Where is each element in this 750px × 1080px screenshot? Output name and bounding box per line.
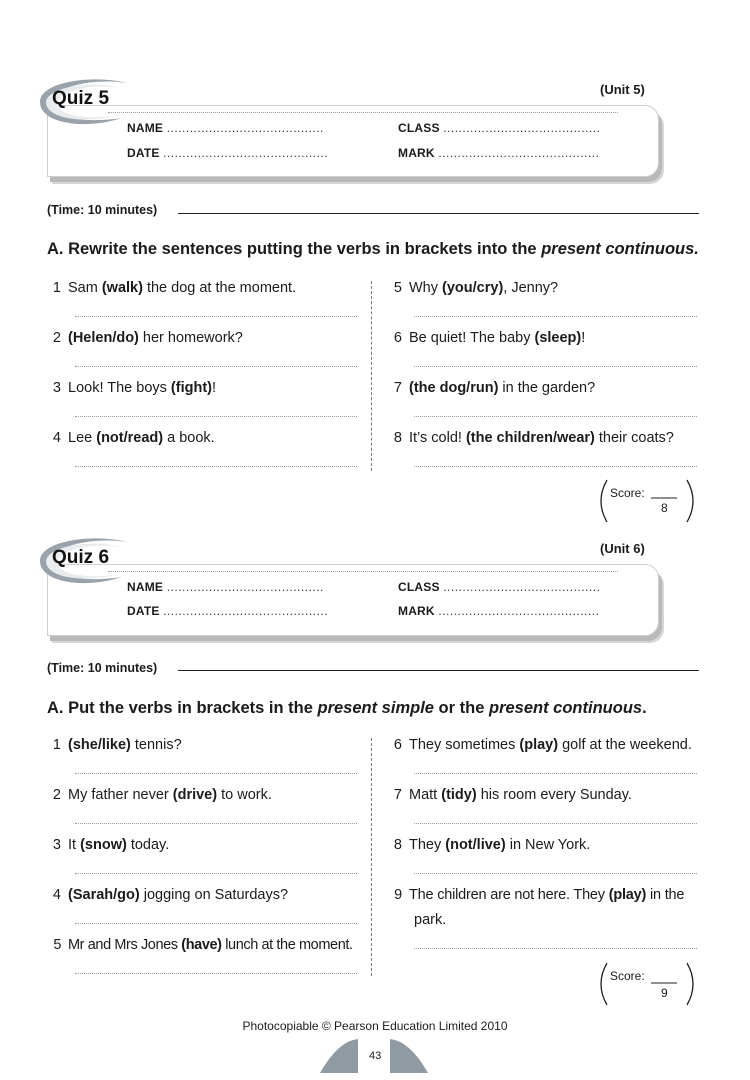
class-label: CLASS xyxy=(398,580,440,594)
quiz5-answer-line-7[interactable] xyxy=(414,416,697,417)
quiz6-score-box xyxy=(597,961,697,1007)
score-total: 8 xyxy=(661,501,668,515)
score-label: Score: xyxy=(610,486,645,500)
quiz6-answer-line-7[interactable] xyxy=(414,823,697,824)
score-total: 9 xyxy=(661,986,668,1000)
name-label: NAME xyxy=(127,580,164,594)
quiz6-answer-line-8[interactable] xyxy=(414,873,697,874)
quiz6-time: (Time: 10 minutes) xyxy=(47,661,158,675)
quiz5-answer-line-5[interactable] xyxy=(414,316,697,317)
quiz5-unit: (Unit 5) xyxy=(600,82,645,97)
quiz5-time: (Time: 10 minutes) xyxy=(47,203,158,217)
quiz6-answer-line-1[interactable] xyxy=(75,773,357,774)
quiz5-answer-line-2[interactable] xyxy=(75,366,357,367)
date-label: DATE xyxy=(127,604,160,618)
quiz5-score-box xyxy=(597,478,697,524)
mark-label: MARK xyxy=(398,146,435,160)
score-brackets xyxy=(597,961,697,1007)
header-dotted-rule xyxy=(108,571,618,572)
quiz6-title: Quiz 6 xyxy=(52,547,110,568)
quiz6-date-field[interactable]: DATE ........................................... xyxy=(127,604,328,618)
quiz5-class-field[interactable]: CLASS ......................................... xyxy=(398,121,601,135)
quiz6-time-rule xyxy=(178,670,699,671)
quiz6-answer-line-3[interactable] xyxy=(75,873,357,874)
quiz5-date-field[interactable]: DATE ........................................... xyxy=(127,146,328,160)
quiz6-unit: (Unit 6) xyxy=(600,541,645,556)
page-number: 43 xyxy=(369,1050,382,1062)
quiz5-title: Quiz 5 xyxy=(52,88,110,109)
quiz6-answer-line-5[interactable] xyxy=(75,973,357,974)
quiz6-column-divider xyxy=(371,738,372,976)
quiz5-answer-line-1[interactable] xyxy=(75,316,357,317)
date-label: DATE xyxy=(127,146,160,160)
quiz5-mark-field[interactable]: MARK .......................................... xyxy=(398,146,600,160)
quiz6-section-a: A. Put the verbs in brackets in the present simple or the present continuous. xyxy=(47,699,647,717)
quiz5-time-rule xyxy=(178,213,699,214)
quiz5-answer-line-6[interactable] xyxy=(414,366,697,367)
quiz5-name-field[interactable]: NAME ......................................... xyxy=(127,121,324,135)
quiz5-section-a: A. Rewrite the sentences putting the verbs in brackets into the present continuous. xyxy=(47,240,699,258)
quiz5-answer-line-8[interactable] xyxy=(414,466,697,467)
quiz6-answer-line-9[interactable] xyxy=(414,948,697,949)
mark-label: MARK xyxy=(398,604,435,618)
quiz6-answer-line-2[interactable] xyxy=(75,823,357,824)
header-dotted-rule xyxy=(108,112,618,113)
name-label: NAME xyxy=(127,121,164,135)
quiz6-answer-line-4[interactable] xyxy=(75,923,357,924)
quiz5-column-divider xyxy=(371,281,372,471)
copyright-footer: Photocopiable © Pearson Education Limited 2010 xyxy=(242,1019,508,1033)
score-label: Score: xyxy=(610,969,645,983)
quiz6-class-field[interactable]: CLASS ......................................... xyxy=(398,580,601,594)
quiz5-answer-line-4[interactable] xyxy=(75,466,357,467)
quiz6-answer-line-6[interactable] xyxy=(414,773,697,774)
class-label: CLASS xyxy=(398,121,440,135)
quiz6-name-field[interactable]: NAME ......................................... xyxy=(127,580,324,594)
quiz5-answer-line-3[interactable] xyxy=(75,416,357,417)
score-brackets xyxy=(597,478,697,524)
quiz6-mark-field[interactable]: MARK .......................................... xyxy=(398,604,600,618)
